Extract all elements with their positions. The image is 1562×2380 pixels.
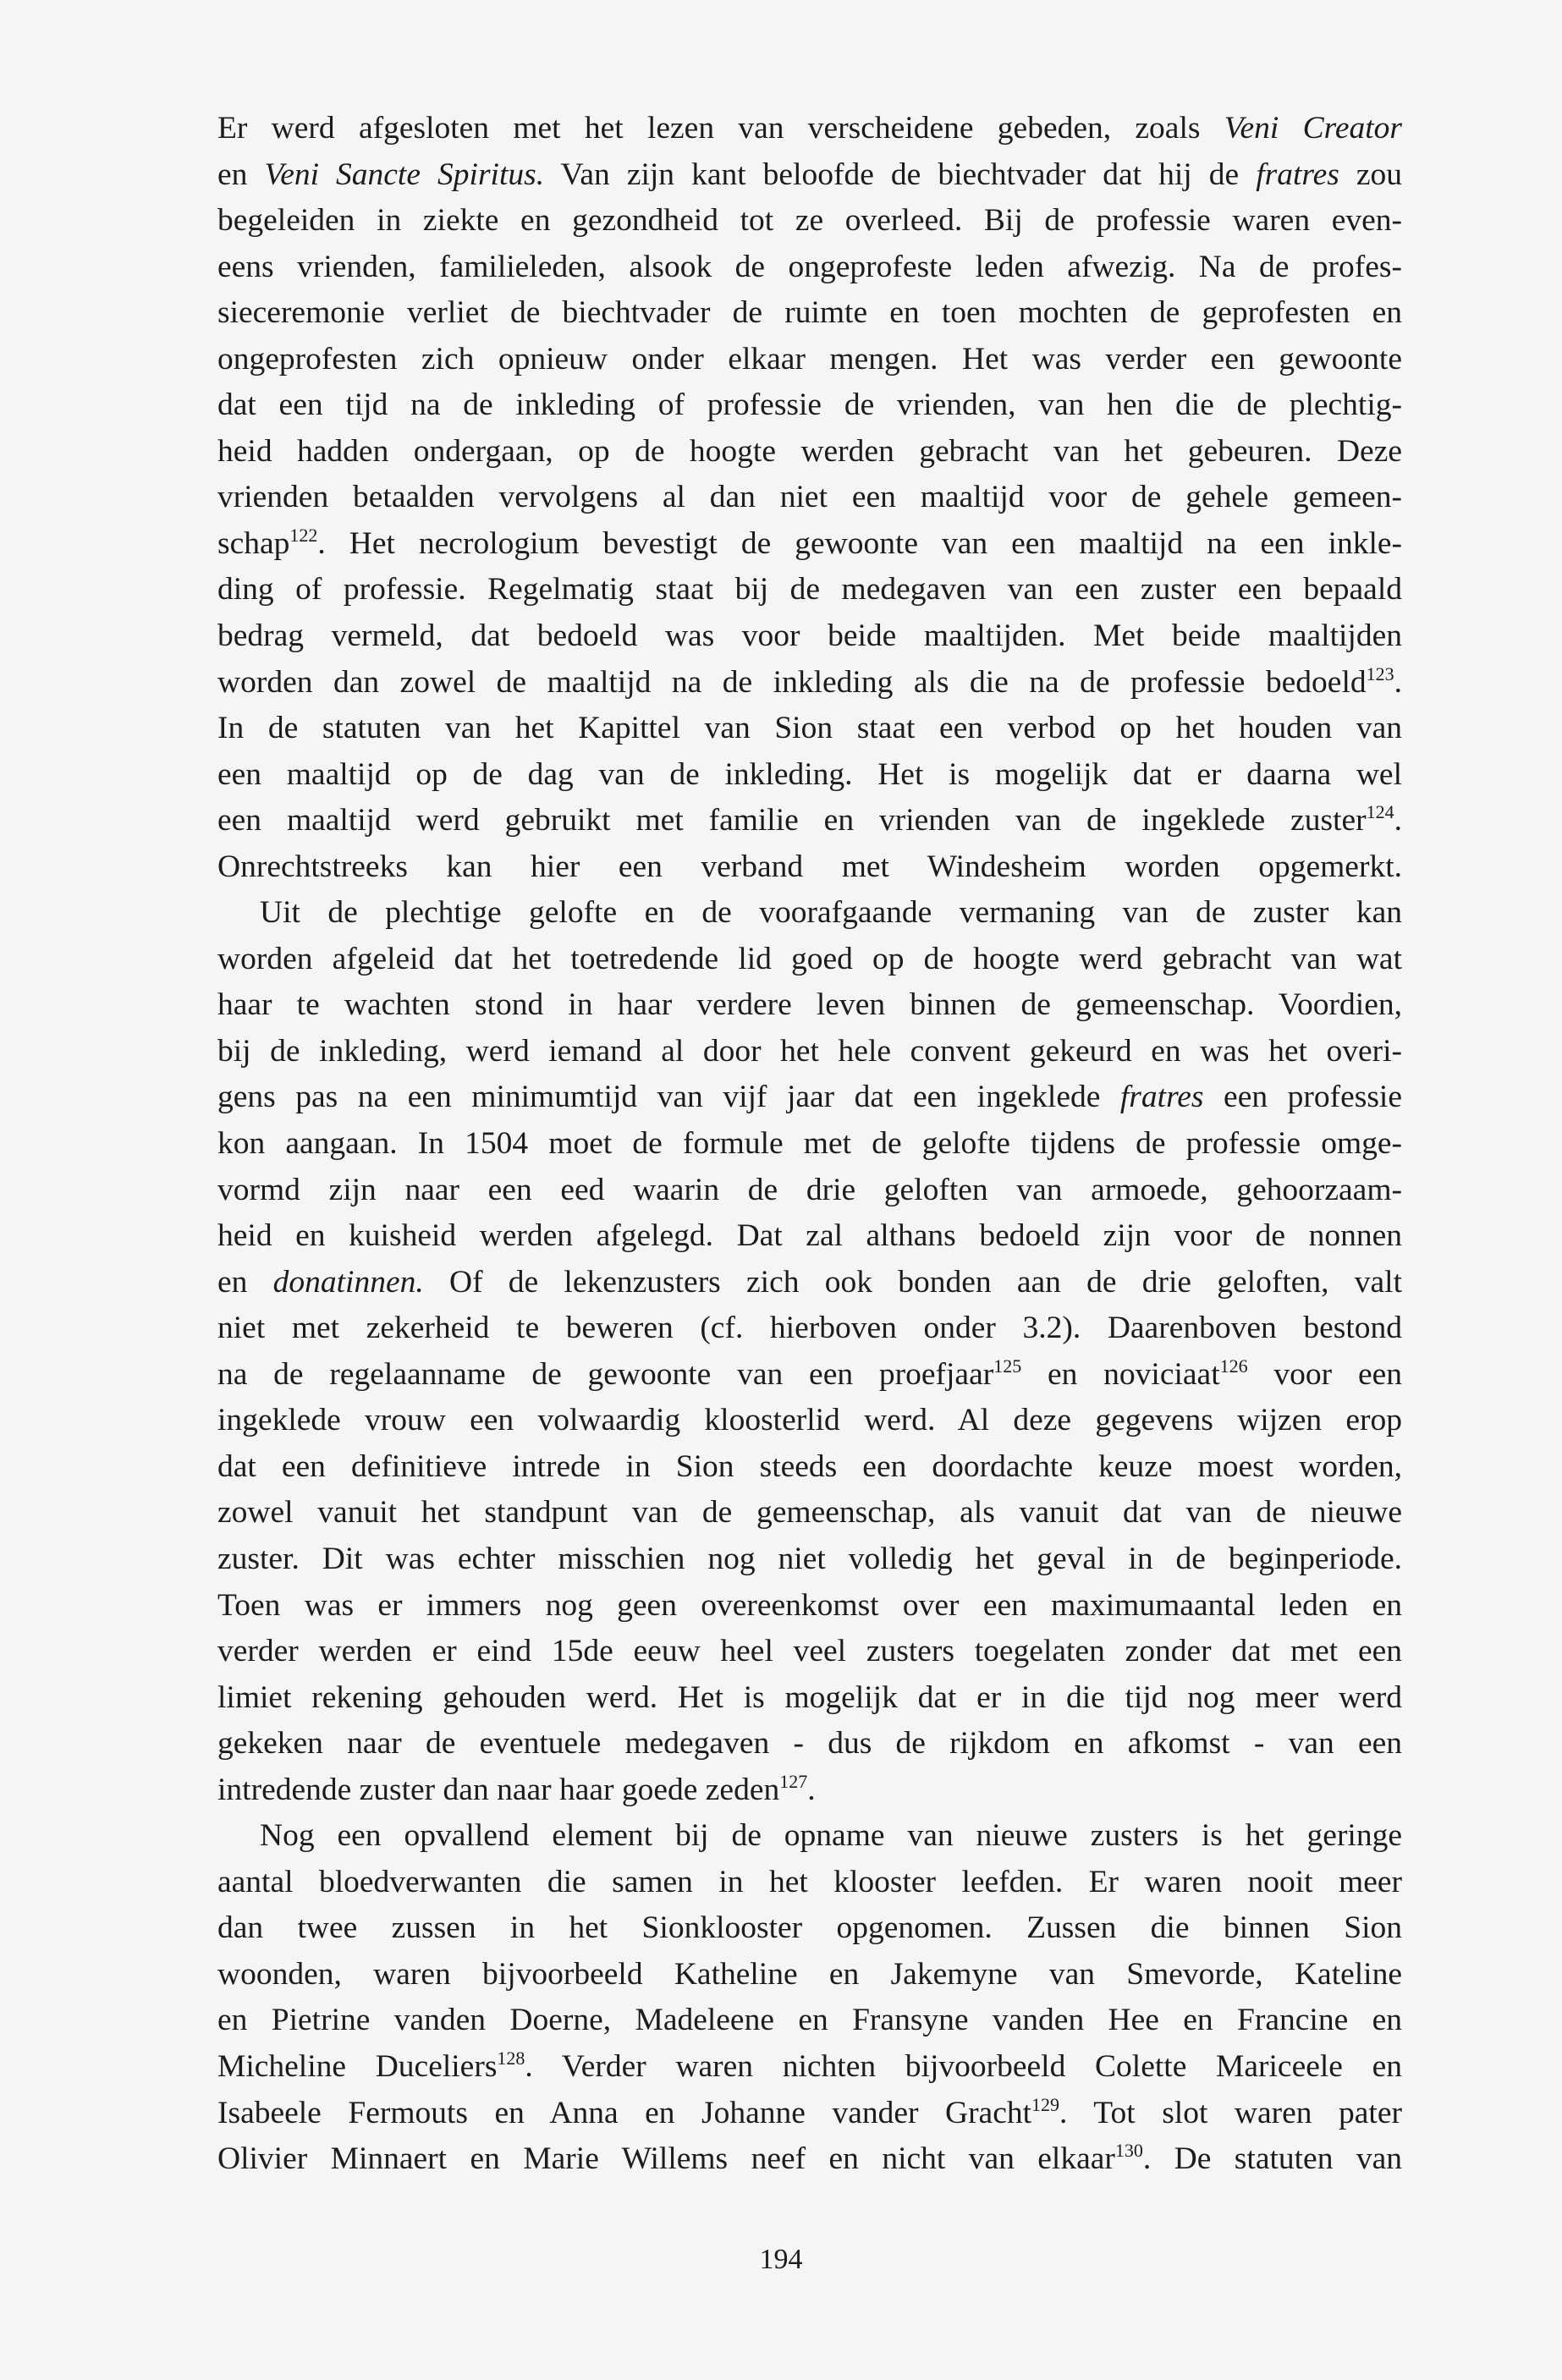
text-run: zowel vanuit het standpunt van de gemeenschap, als vanuit dat van de nieuwe	[217, 1495, 1402, 1531]
text-line	[217, 1536, 1402, 1583]
text-run: na de regelaanname de gewoonte van een proefjaar	[217, 1356, 994, 1392]
text-line	[217, 290, 1402, 337]
text-run: en	[217, 1264, 273, 1300]
text-run: sieceremonie verliet de biechtvader de ruimte en toen mochten de geprofesten en	[217, 295, 1402, 331]
text-run: vormd zijn naar een eed waarin de drie geloften van armoede, gehoorzaam-	[217, 1172, 1402, 1207]
text-line	[217, 844, 1402, 891]
text-line	[217, 613, 1402, 660]
text-line	[217, 1813, 1402, 1860]
text-line	[217, 660, 1402, 706]
text-line	[217, 982, 1402, 1029]
text-line	[217, 2044, 1402, 2091]
page-number: 194	[759, 2244, 803, 2275]
text-line	[217, 1952, 1402, 1998]
italic-term: donatinnen.	[272, 1264, 424, 1300]
text-run: woonden, waren bijvoorbeeld Katheline en Jakemyne van Smevorde, Kateline	[217, 1956, 1402, 1992]
text-run: Toen was er immers nog geen overeenkomst over een maximumaantal leden en	[217, 1587, 1402, 1623]
text-line	[217, 198, 1402, 245]
text-run: bij de inkleding, werd iemand al door het hele convent gekeurd en was het overi-	[217, 1033, 1402, 1069]
body-text	[217, 106, 1402, 2183]
footnote-ref: 124	[1366, 801, 1394, 823]
text-line	[217, 2136, 1402, 2183]
text-run: . Het necrologium bevestigt de gewoonte van een maaltijd na een inkle-	[317, 525, 1402, 561]
text-run: aantal bloedverwanten die samen in het klooster leefden. Er waren nooit meer	[217, 1864, 1402, 1899]
text-run: Er werd afgesloten met het lezen van verscheidene gebeden, zoals	[217, 111, 1224, 146]
text-line	[217, 106, 1402, 152]
text-run: .	[1394, 803, 1402, 838]
text-run: limiet rekening gehouden werd. Het is mogelijk dat er in die tijd nog meer werd	[217, 1679, 1402, 1715]
text-line	[217, 1767, 1402, 1814]
text-run: ongeprofesten zich opnieuw onder elkaar mengen. Het was verder een gewoonte	[217, 341, 1402, 377]
text-line	[217, 1121, 1402, 1168]
text-line	[217, 1168, 1402, 1214]
text-run: haar te wachten stond in haar verdere leven binnen de gemeenschap. Voordien,	[217, 987, 1402, 1023]
text-line	[217, 1444, 1402, 1491]
footnote-ref: 122	[289, 524, 318, 546]
text-run: Isabeele Fermouts en Anna en Johanne vander Gracht	[217, 2095, 1032, 2130]
italic-term: fratres	[1119, 1080, 1204, 1115]
text-run: . Verder waren nichten bijvoorbeeld Colette Mariceele en	[525, 2048, 1403, 2084]
text-line	[217, 382, 1402, 429]
text-line	[217, 752, 1402, 799]
text-line	[217, 245, 1402, 291]
footnote-ref: 126	[1219, 1355, 1248, 1377]
text-run: en Pietrine vanden Doerne, Madeleene en Fransyne vanden Hee en Francine en	[217, 2003, 1402, 2038]
text-line	[217, 2091, 1402, 2137]
text-run: gekeken naar de eventuele medegaven - dus de rijkdom en afkomst - van een	[217, 1726, 1402, 1762]
footnote-ref: 129	[1031, 2093, 1060, 2115]
text-run: .	[1394, 664, 1402, 700]
text-line	[217, 429, 1402, 475]
text-line	[217, 1352, 1402, 1399]
text-line	[217, 798, 1402, 844]
text-run: dat een definitieve intrede in Sion steeds een doordachte keuze moest worden,	[217, 1448, 1402, 1484]
text-run: In de statuten van het Kapittel van Sion staat een verbod op het houden van	[217, 711, 1402, 746]
text-line	[217, 1721, 1402, 1767]
text-run: en	[217, 157, 265, 192]
text-run: verder werden er eind 15de eeuw heel veel zusters toegelaten zonder dat met een	[217, 1634, 1402, 1669]
text-run: dan twee zussen in het Sionklooster opgenomen. Zussen die binnen Sion	[217, 1910, 1402, 1946]
text-run: een professie	[1203, 1080, 1402, 1115]
text-line	[217, 1213, 1402, 1260]
text-run: Onrechtstreeks kan hier een verband met Windesheim worden opgemerkt.	[217, 849, 1402, 884]
text-run: Van zijn kant beloofde de biechtvader dat hij de	[544, 157, 1257, 192]
text-run: ingeklede vrouw een volwaardig kloosterlid werd. Al deze gegevens wijzen erop	[217, 1403, 1402, 1438]
text-run: een maaltijd werd gebruikt met familie en vrienden van de ingeklede zuster	[217, 803, 1367, 838]
footnote-ref: 128	[497, 2047, 525, 2069]
text-run: ding of professie. Regelmatig staat bij de medegaven van een zuster een bepaald	[217, 572, 1402, 607]
text-line	[217, 1075, 1402, 1121]
text-line	[217, 1860, 1402, 1906]
text-run: dat een tijd na de inkleding of professie de vrienden, van hen die de plechtig-	[217, 388, 1402, 423]
text-run: Uit de plechtige gelofte en de voorafgaande vermaning van de zuster kan	[260, 895, 1402, 931]
italic-term: Veni Creator	[1224, 111, 1402, 146]
text-run: niet met zekerheid te beweren (cf. hierboven onder 3.2). Daarenboven bestond	[217, 1311, 1402, 1346]
text-run: Olivier Minnaert en Marie Willems neef en nicht van elkaar	[217, 2141, 1115, 2177]
text-run: heid en kuisheid werden afgelegd. Dat zal althans bedoeld zijn voor de nonnen	[217, 1218, 1402, 1254]
text-line	[217, 890, 1402, 937]
text-run: begeleiden in ziekte en gezondheid tot ze overleed. Bij de professie waren even-	[217, 203, 1402, 239]
footnote-ref: 130	[1114, 2140, 1143, 2162]
footnote-ref: 127	[779, 1770, 808, 1792]
text-line	[217, 1260, 1402, 1306]
text-run: een maaltijd op de dag van de inkleding. Het is mogelijk dat er daarna wel	[217, 756, 1402, 792]
text-run: zuster. Dit was echter misschien nog niet volledig het geval in de beginperiode.	[217, 1541, 1402, 1576]
text-run: Nog een opvallend element bij de opname van nieuwe zusters is het geringe	[260, 1818, 1402, 1854]
text-run: Of de lekenzusters zich ook bonden aan de drie geloften, valt	[423, 1264, 1402, 1300]
text-line	[217, 475, 1402, 521]
footnote-ref: 123	[1366, 662, 1394, 684]
text-run: . De statuten van	[1142, 2141, 1403, 2177]
text-run: worden dan zowel de maaltijd na de inkleding als die na de professie bedoeld	[217, 664, 1367, 700]
text-line	[217, 1305, 1402, 1352]
text-run: Micheline Duceliers	[217, 2048, 498, 2084]
text-line	[217, 1583, 1402, 1630]
text-run: . Tot slot waren pater	[1059, 2095, 1402, 2130]
footnote-ref: 125	[993, 1355, 1022, 1377]
text-line	[217, 706, 1402, 752]
text-run: voor een	[1247, 1356, 1402, 1392]
text-run: schap	[217, 525, 290, 561]
text-run: kon aangaan. In 1504 moet de formule met de gelofte tijdens de professie omge-	[217, 1126, 1402, 1162]
text-line	[217, 337, 1402, 383]
text-run: en noviciaat	[1021, 1356, 1220, 1392]
text-run: vrienden betaalden vervolgens al dan niet een maaltijd voor de gehele gemeen-	[217, 480, 1402, 515]
text-line	[217, 1398, 1402, 1444]
text-run: bedrag vermeld, dat bedoeld was voor beide maaltijden. Met beide maaltijden	[217, 618, 1402, 654]
text-run: heid hadden ondergaan, op de hoogte werden gebracht van het gebeuren. Deze	[217, 433, 1402, 469]
text-line	[217, 567, 1402, 613]
text-line	[217, 1675, 1402, 1722]
text-line	[217, 1029, 1402, 1075]
italic-term: Veni Sancte Spiritus.	[264, 157, 545, 192]
text-run: .	[807, 1772, 816, 1807]
text-line	[217, 1905, 1402, 1952]
text-line	[217, 937, 1402, 983]
text-line	[217, 152, 1402, 199]
text-run: gens pas na een minimumtijd van vijf jaar dat een ingeklede	[217, 1080, 1120, 1115]
text-line	[217, 1629, 1402, 1675]
italic-term: fratres	[1256, 157, 1339, 192]
text-run: eens vrienden, familieleden, alsook de ongeprofeste leden afwezig. Na de profes-	[217, 249, 1402, 284]
text-line	[217, 1998, 1402, 2044]
text-run: worden afgeleid dat het toetredende lid goed op de hoogte werd gebracht van wat	[217, 941, 1402, 976]
text-run: zou	[1339, 157, 1402, 192]
text-line	[217, 521, 1402, 568]
text-line	[217, 1490, 1402, 1536]
text-run: intredende zuster dan naar haar goede zeden	[217, 1772, 780, 1807]
